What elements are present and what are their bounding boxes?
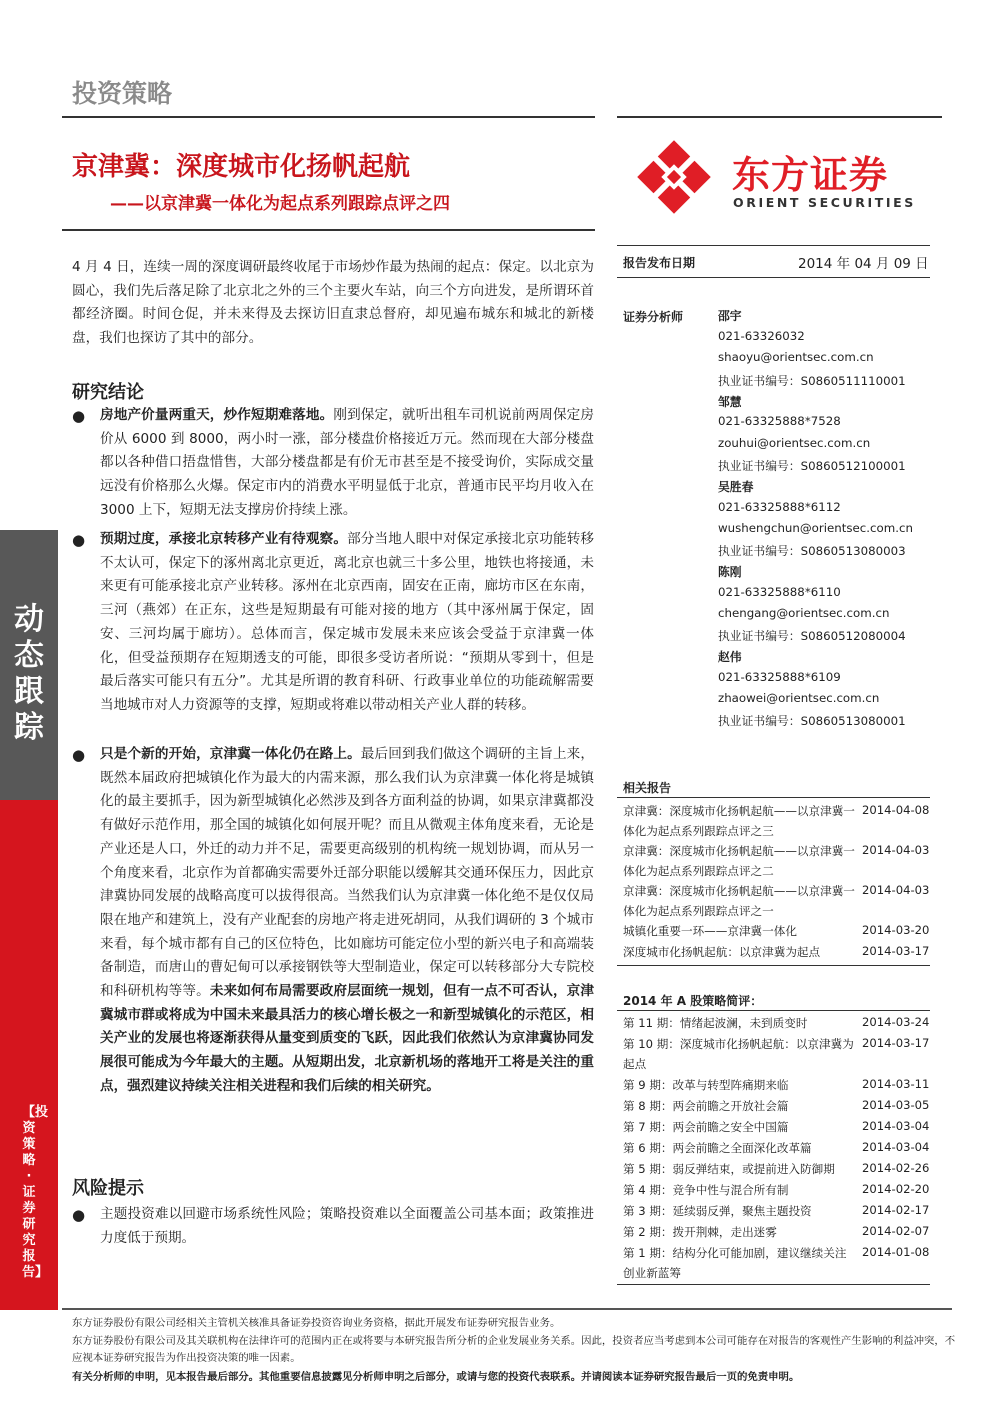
analyst-name: 吴胜春: [718, 480, 754, 494]
related-report-date: 2014-04-03: [862, 843, 930, 857]
analyst-phone: 021-63325888*6110: [718, 585, 841, 599]
report-title: 京津冀：深度城市化扬帆起航: [72, 152, 411, 182]
strategy-item-date: 2014-03-05: [862, 1098, 930, 1112]
meta-rule-date: [617, 277, 930, 278]
analyst-email: wushengchun@orientsec.com.cn: [718, 521, 913, 535]
analyst-name: 邹慧: [718, 395, 742, 409]
strategy-item-title[interactable]: 第 6 期：两会前瞻之全面深化改革篇: [623, 1141, 812, 1155]
footer-rule: [62, 1308, 952, 1310]
strategy-rule-bottom: [617, 1284, 930, 1285]
strategy-item-title[interactable]: 第 7 期：两会前瞻之安全中国篇: [623, 1120, 789, 1134]
strategy-item-title[interactable]: 第 5 期：弱反弹结束，或提前进入防御期: [623, 1162, 835, 1176]
sidebar-report-type: [0, 602, 58, 746]
analyst-phone: 021-63325888*7528: [718, 414, 841, 428]
bullet-icon: ●: [72, 746, 86, 764]
analyst-email: shaoyu@orientsec.com.cn: [718, 350, 874, 364]
intro-paragraph: 4 月 4 日，连续一周的深度调研最终收尾于市场炒作最为热闹的起点：保定。以北京为圆心，我们先后落足除了北京北之外的三个主要火车站，向三个方向进发，是所谓环首都经济圈。时间仓促，并未来得及去探访旧直隶总督府，却见遍布城东和城北的新楼盘，我们也探访了其中的部分。: [72, 259, 594, 347]
conclusion-item-3-bold-tail: 未来如何布局需要政府层面统一规划，但有一点不可否认，京津冀城市群或将成为中国未来最具活力的核心增长极之一和新型城镇化的示范区，相关产业的发展也将逐渐获得从量变到质变的飞跃，因此我们依然认为京津冀协同发展很可能成为今年最大的主题。从短期出发，北京新机场的落地开工将是关注的重点，强烈建议持续关注相关进程和我们后续的相关研究。: [100, 983, 595, 1094]
related-report-title[interactable]: 京津冀：深度城市化扬帆起航——以京津冀一体化为起点系列跟踪点评之一: [623, 884, 855, 919]
sidebar-report-series: [0, 1105, 58, 1281]
related-report-date: 2014-04-08: [862, 803, 930, 817]
conclusion-item-3-text: 最后回到我们做这个调研的主旨上来，既然本届政府把城镇化作为最大的内需来源，那么我们认为京津冀一体化将是城镇化的最主要抓手，因为新型城镇化必然涉及到各方面利益的协调，如果京津冀都没有做好示范作用，那全国的城镇化如何展开呢？而且从微观主体角度来看，无论是产业还是人口，外迁的动力并不足，需要更高级别的机构统一规划协调，而从另一个角度来看，北京作为首都确实需要外迁部分职能以缓解其交通环保压力，因此京津冀协同发展的战略高度可以拔得很高。当然我们认为京津冀一体化绝不是仅仅局限在地产和建筑上，没有产业配套的房地产将走进死胡同，从我们调研的 3 个城市来看，每个城市都有自己的区位特色，比如廊坊可能定位小型的新兴电子和高端装备制造，而唐山的曹妃甸可以承接钢铁等大型制造业，保定可以转移部分大专院校和科研机构等等。: [100, 746, 595, 1000]
strategy-item-date: 2014-01-08: [862, 1245, 930, 1259]
related-report-title[interactable]: 深度城市化扬帆起航：以京津冀为起点: [623, 945, 821, 959]
related-rule-bottom: [617, 965, 930, 966]
related-report-date: 2014-04-03: [862, 883, 930, 897]
strategy-item-title[interactable]: 第 2 期：拨开荆棘，走出迷雾: [623, 1225, 777, 1239]
report-category: 投资策略: [72, 79, 173, 108]
bullet-icon: ●: [72, 407, 86, 425]
strategy-item-date: 2014-02-07: [862, 1224, 930, 1238]
analyst-cert: 执业证书编号：S0860513080001: [718, 714, 906, 728]
related-report-title[interactable]: 京津冀：深度城市化扬帆起航——以京津冀一体化为起点系列跟踪点评之二: [623, 844, 855, 879]
strategy-item-title[interactable]: 第 10 期：深度城市化扬帆起航：以京津冀为起点: [623, 1037, 854, 1072]
strategy-item-date: 2014-03-04: [862, 1140, 930, 1154]
header-rule-right: [617, 116, 942, 118]
sidebar-report-type-text: 动态跟踪: [14, 602, 44, 745]
risk-text: 主题投资难以回避市场系统性风险；策略投资难以全面覆盖公司基本面；政策推进力度低于预期。: [100, 1206, 594, 1246]
analyst-cert: 执业证书编号：S0860512080004: [718, 629, 906, 643]
analyst-cert: 执业证书编号：S0860512100001: [718, 459, 906, 473]
strategy-item-title[interactable]: 第 8 期：两会前瞻之开放社会篇: [623, 1099, 789, 1113]
meta-rule-top: [617, 245, 930, 246]
strategy-item-title[interactable]: 第 1 期：结构分化可能加剧，建议继续关注创业新蓝筹: [623, 1246, 847, 1281]
analyst-name: 邵宇: [718, 309, 742, 323]
analyst-phone: 021-63325888*6112: [718, 500, 841, 514]
strategy-item-date: 2014-03-17: [862, 1036, 930, 1050]
strategy-item-title[interactable]: 第 9 期：改革与转型阵痛期来临: [623, 1078, 789, 1092]
analyst-email: chengang@orientsec.com.cn: [718, 606, 890, 620]
bullet-icon: ●: [72, 1206, 86, 1224]
strategy-heading: 2014 年 A 股策略简评：: [623, 994, 763, 1008]
related-heading: 相关报告: [623, 781, 672, 795]
conclusion-item-3: [100, 743, 594, 1099]
related-report-date: 2014-03-20: [862, 923, 930, 937]
related-report-title[interactable]: 京津冀：深度城市化扬帆起航——以京津冀一体化为起点系列跟踪点评之三: [623, 804, 855, 839]
conclusion-item-2: [100, 528, 594, 718]
logo-brand-en: ORIENT SECURITIES: [733, 195, 916, 210]
analyst-email: zhaowei@orientsec.com.cn: [718, 691, 880, 705]
strategy-item-date: 2014-03-24: [862, 1015, 930, 1029]
analyst-cert: 执业证书编号：S0860513080003: [718, 544, 906, 558]
sidebar-report-series-text: 【投资策略 · 证券研究报告】: [22, 1105, 49, 1280]
conclusion-item-2-text: 部分当地人眼中对保定承接北京功能转移不太认可，保定下的涿州离北京更近，离北京也就三十多公里，地铁也将接通，未来更有可能承接北京产业转移。涿州在北京西南，固安在正南，廊坊市区在东南，三河（燕郊）在正东，这些是短期最有可能对接的地方（其中涿州属于保定，固安、三河均属于廊坊）。总体而言，保定城市发展未来应该会受益于京津冀一体化，但受益预期存在短期透支的可能，即很多受访者所说：“预期从零到十，但是最后落实可能只有五分”。尤其是所谓的教育科研、行政事业单位的功能疏解需要当地城市对人力资源等的支撑，短期或将难以带动相关产业人群的转移。: [100, 531, 595, 713]
strategy-item-title[interactable]: 第 4 期：竞争中性与混合所有制: [623, 1183, 789, 1197]
analyst-phone: 021-63326032: [718, 329, 805, 343]
strategy-item-title[interactable]: 第 3 期：延续弱反弹，聚焦主题投资: [623, 1204, 812, 1218]
date-label: 报告发布日期: [623, 256, 696, 270]
risk-heading: 风险提示: [72, 1178, 144, 1199]
conclusion-item-3-lead: 只是个新的开始，京津冀一体化仍在路上。: [100, 746, 361, 762]
analyst-name: 赵伟: [718, 650, 742, 664]
strategy-item-date: 2014-02-17: [862, 1203, 930, 1217]
bullet-icon: ●: [72, 531, 86, 549]
footer-license: 东方证券股份有限公司经相关主管机关核准具备证券投资咨询业务资格，据此开展发布证券研究报告业务。: [72, 1317, 561, 1329]
report-subtitle: ——以京津冀一体化为起点系列跟踪点评之四: [110, 194, 450, 214]
strategy-rule-top: [617, 1010, 930, 1011]
title-rule: [62, 229, 595, 231]
analyst-cert: 执业证书编号：S0860511110001: [718, 374, 906, 388]
strategy-item-date: 2014-02-26: [862, 1161, 930, 1175]
footer-disclaimer: 有关分析师的申明，见本报告最后部分。其他重要信息披露见分析师申明之后部分，或请与您的投资代表联系。并请阅读本证券研究报告最后一页的免责申明。: [72, 1371, 800, 1383]
analyst-label: 证券分析师: [623, 310, 684, 324]
strategy-item-date: 2014-02-20: [862, 1182, 930, 1196]
conclusion-heading: 研究结论: [72, 382, 144, 403]
conclusion-item-2-lead: 预期过度，承接北京转移产业有待观察。: [100, 531, 348, 547]
logo-brand-cn: 东方证券: [732, 153, 889, 197]
related-rule-top: [617, 797, 930, 798]
related-report-title[interactable]: 城镇化重要一环——京津冀一体化: [623, 924, 797, 938]
conclusion-item-1: [100, 404, 594, 523]
strategy-item-date: 2014-03-11: [862, 1077, 930, 1091]
footer-disclosure: 东方证券股份有限公司及其关联机构在法律许可的范围内正在或将要与本研究报告所分析的企业发展业务关系。因此，投资者应当考虑到本公司可能存在对报告的客观性产生影响的利益冲突，不应视本证券研究报告为作出投资决策的唯一因素。: [72, 1335, 956, 1364]
analyst-phone: 021-63325888*6109: [718, 670, 841, 684]
analyst-name: 陈刚: [718, 565, 742, 579]
strategy-item-title[interactable]: 第 11 期：情绪起波澜，未到质变时: [623, 1016, 808, 1030]
header-rule-left: [62, 116, 595, 118]
conclusion-item-1-text: 刚到保定，就听出租车司机说前两周保定房价从 6000 到 8000，两小时一涨，部分楼盘价格接近万元。然而现在大部分楼盘都以各种借口捂盘惜售，大部分楼盘都是有价无市甚至是不接受询价，实际成交量远没有价格那么火爆。保定市内的消费水平明显低于北京，普通市民平均月收入在 3000 上下，短期无法支撑房价持续上涨。: [100, 407, 595, 518]
related-report-date: 2014-03-17: [862, 944, 930, 958]
orient-securities-logo: [636, 140, 928, 214]
conclusion-item-1-lead: 房地产价量两重天，炒作短期难落地。: [100, 407, 334, 423]
date-value: 2014 年 04 月 09 日: [798, 256, 929, 272]
analyst-email: zouhui@orientsec.com.cn: [718, 436, 871, 450]
strategy-item-date: 2014-03-04: [862, 1119, 930, 1133]
